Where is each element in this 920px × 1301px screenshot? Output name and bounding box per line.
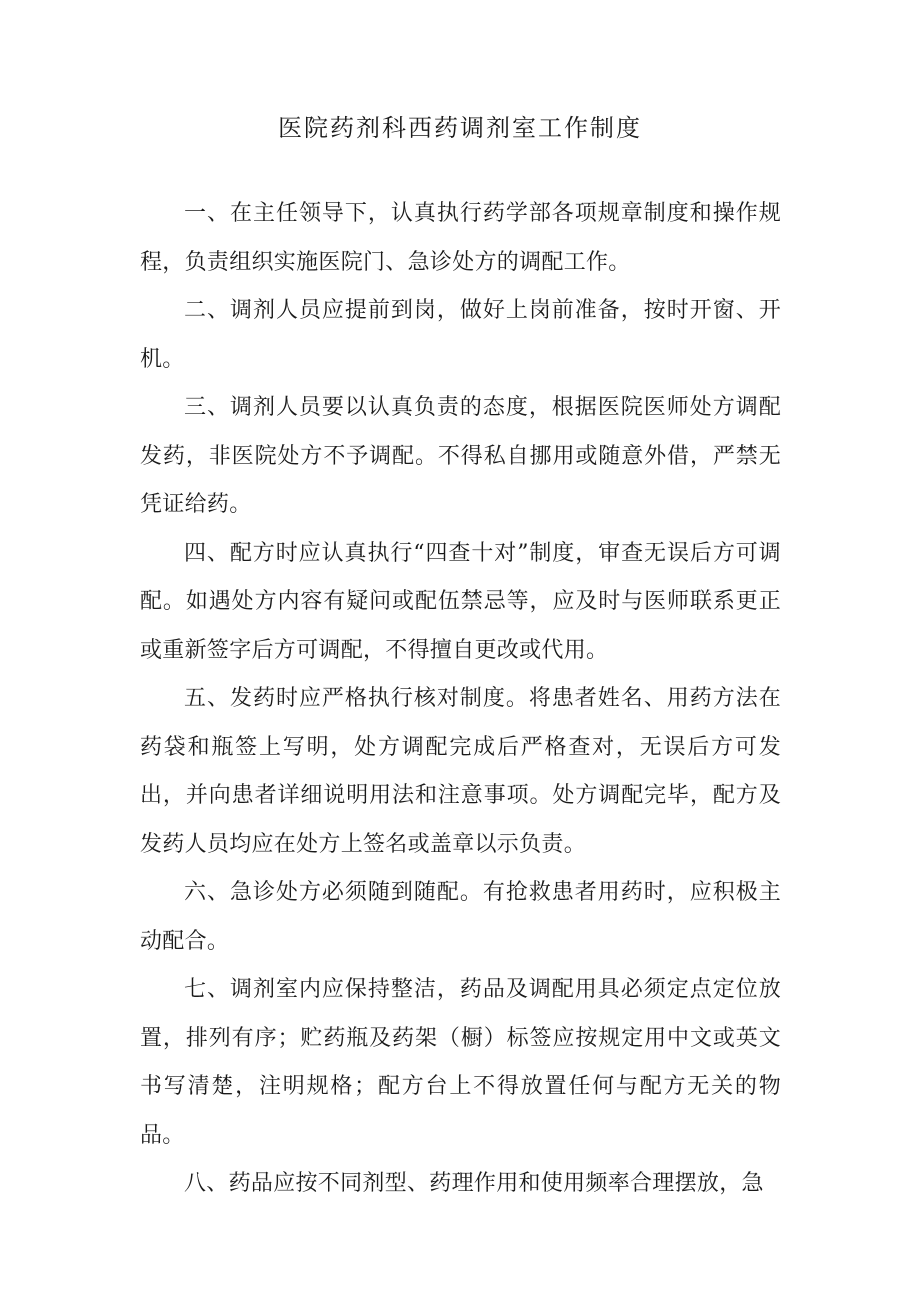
document-body: [140, 190, 781, 1209]
paragraph-1: 一、在主任领导下，认真执行药学部各项规章制度和操作规程，负责组织实施医院门、急诊处方的调配工作。: [140, 201, 781, 275]
document-title: 医院药剂科西药调剂室工作制度: [278, 114, 642, 142]
paragraph-3: 三、调剂人员要以认真负责的态度，根据医院医师处方调配发药，非医院处方不予调配。不得私自挪用或随意外借，严禁无凭证给药。: [140, 395, 781, 517]
paragraph-7: 七、调剂室内应保持整洁，药品及调配用具必须定点定位放置，排列有序；贮药瓶及药架（橱）标签应按规定用中文或英文书写清楚，注明规格；配方台上不得放置任何与配方无关的物品。: [140, 977, 781, 1148]
paragraph-4: 四、配方时应认真执行“四查十对”制度，审查无误后方可调配。如遇处方内容有疑问或配伍禁忌等，应及时与医师联系更正或重新签字后方可调配，不得擅自更改或代用。: [140, 540, 781, 663]
paragraph-8: 八、药品应按不同剂型、药理作用和使用频率合理摆放，急: [184, 1171, 764, 1196]
paragraph-5: 五、发药时应严格执行核对制度。将患者姓名、用药方法在药袋和瓶签上写明，处方调配完成后严格查对，无误后方可发出，并向患者详细说明用法和注意事项。处方调配完毕，配方及发药人员均应在处方上签名或盖章以示负责。: [140, 686, 781, 857]
paragraph-2: 二、调剂人员应提前到岗，做好上岗前准备，按时开窗、开机。: [140, 298, 781, 372]
paragraph-6: 六、急诊处方必须随到随配。有抢救患者用药时，应积极主动配合。: [140, 880, 781, 954]
